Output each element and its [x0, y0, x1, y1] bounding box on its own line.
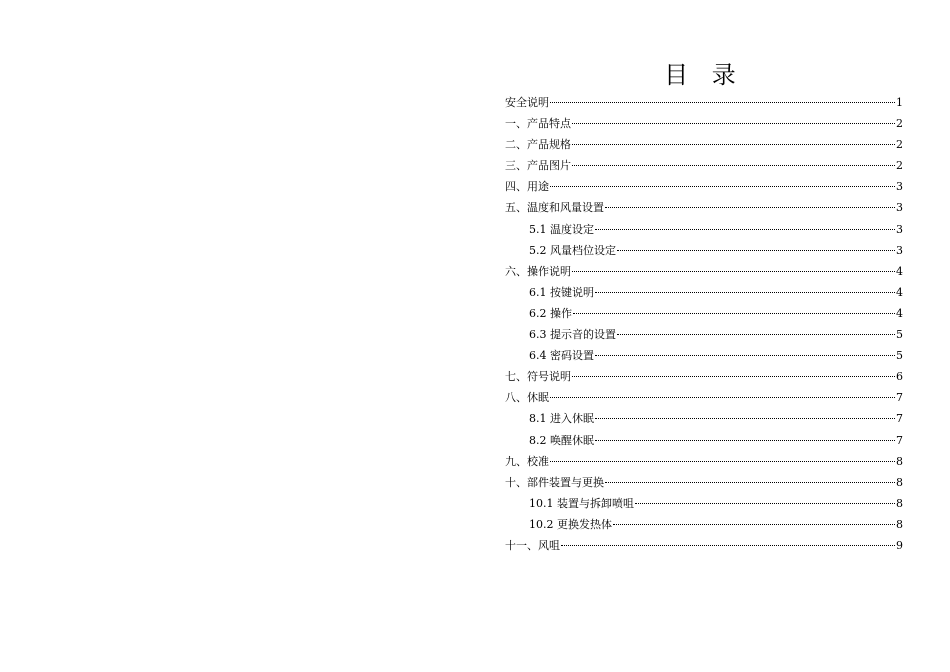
toc-entry-label: 5.2 风量档位设定: [529, 243, 616, 257]
toc-entry-label: 6.1 按键说明: [529, 285, 594, 299]
toc-entry-label: 十一、风咀: [505, 538, 560, 552]
toc-entry-label: 一、产品特点: [505, 117, 571, 131]
toc-dot-leader: [605, 482, 895, 483]
toc-entry[interactable]: [505, 387, 903, 408]
toc-entry-label: 七、符号说明: [505, 370, 571, 384]
toc-entry[interactable]: [505, 324, 903, 345]
toc-entry[interactable]: [505, 493, 903, 514]
toc-dot-leader: [635, 503, 895, 504]
toc-entry[interactable]: [505, 155, 903, 176]
table-of-contents: [505, 58, 903, 556]
toc-entry[interactable]: [505, 176, 903, 197]
toc-entry-label: 九、校准: [505, 454, 549, 468]
toc-dot-leader: [572, 376, 895, 377]
toc-entry[interactable]: [505, 282, 903, 303]
toc-dot-leader: [572, 144, 895, 145]
toc-entry-page-number: 2: [896, 159, 903, 173]
toc-dot-leader: [595, 229, 895, 230]
toc-entry[interactable]: [505, 366, 903, 387]
toc-entry-page-number: 7: [896, 391, 903, 405]
toc-entry[interactable]: [505, 408, 903, 429]
toc-dot-leader: [550, 186, 895, 187]
toc-dot-leader: [550, 461, 895, 462]
toc-entry[interactable]: [505, 134, 903, 155]
toc-entry-label: 8.1 进入休眠: [529, 412, 594, 426]
toc-entry-page-number: 9: [896, 538, 903, 552]
toc-dot-leader: [595, 292, 895, 293]
toc-entry-page-number: 5: [896, 349, 903, 363]
toc-entry-page-number: 4: [896, 285, 903, 299]
toc-dot-leader: [605, 207, 895, 208]
toc-dot-leader: [617, 334, 895, 335]
toc-entry-label: 二、产品规格: [505, 138, 571, 152]
toc-entry[interactable]: [505, 430, 903, 451]
toc-entry-label: 五、温度和风量设置: [505, 201, 604, 215]
toc-entry-label: 十、部件装置与更换: [505, 475, 604, 489]
toc-entry-label: 八、休眠: [505, 391, 549, 405]
toc-entry-label: 8.2 唤醒休眠: [529, 433, 594, 447]
toc-entry-label: 四、用途: [505, 180, 549, 194]
toc-dot-leader: [573, 313, 895, 314]
toc-dot-leader: [550, 102, 895, 103]
toc-entry-page-number: 8: [896, 454, 903, 468]
toc-title: 目 录: [664, 61, 744, 89]
toc-entry-page-number: 1: [896, 96, 903, 109]
toc-entry-page-number: 5: [896, 328, 903, 342]
toc-entry-label: 10.2 更换发热体: [529, 517, 612, 531]
toc-entry[interactable]: [505, 345, 903, 366]
toc-dot-leader: [572, 165, 895, 166]
toc-list: [505, 92, 903, 556]
toc-entry-label: 六、操作说明: [505, 264, 571, 278]
toc-entry-page-number: 8: [896, 496, 903, 510]
toc-dot-leader: [595, 418, 895, 419]
toc-dot-leader: [561, 545, 895, 546]
toc-entry[interactable]: [505, 261, 903, 282]
toc-dot-leader: [550, 397, 895, 398]
toc-entry-page-number: 7: [896, 433, 903, 447]
toc-entry-label: 三、产品图片: [505, 159, 571, 173]
toc-entry-page-number: 8: [896, 475, 903, 489]
toc-entry-page-number: 6: [896, 370, 903, 384]
toc-entry-label: 安全说明: [505, 96, 549, 109]
toc-entry-label: 6.2 操作: [529, 306, 572, 320]
toc-entry[interactable]: [505, 113, 903, 134]
toc-dot-leader: [572, 271, 895, 272]
toc-dot-leader: [613, 524, 895, 525]
toc-entry[interactable]: [505, 219, 903, 240]
toc-dot-leader: [617, 250, 895, 251]
toc-entry[interactable]: [505, 303, 903, 324]
toc-entry-page-number: 3: [896, 180, 903, 194]
toc-entry-page-number: 3: [896, 222, 903, 236]
toc-entry-label: 6.3 提示音的设置: [529, 328, 616, 342]
toc-entry[interactable]: [505, 535, 903, 556]
toc-entry[interactable]: [505, 514, 903, 535]
toc-entry[interactable]: [505, 451, 903, 472]
toc-entry-label: 5.1 温度设定: [529, 222, 594, 236]
toc-entry-label: 6.4 密码设置: [529, 349, 594, 363]
toc-entry-page-number: 3: [896, 201, 903, 215]
toc-entry[interactable]: [505, 240, 903, 261]
toc-dot-leader: [595, 440, 895, 441]
toc-entry[interactable]: [505, 197, 903, 218]
toc-entry-page-number: 2: [896, 117, 903, 131]
toc-dot-leader: [572, 123, 895, 124]
toc-entry-page-number: 2: [896, 138, 903, 152]
toc-entry-page-number: 4: [896, 306, 903, 320]
toc-entry[interactable]: [505, 92, 903, 113]
toc-entry-label: 10.1 装置与拆卸喷咀: [529, 496, 634, 510]
toc-entry-page-number: 4: [896, 264, 903, 278]
toc-entry-page-number: 8: [896, 517, 903, 531]
toc-dot-leader: [595, 355, 895, 356]
toc-entry[interactable]: [505, 472, 903, 493]
toc-entry-page-number: 3: [896, 243, 903, 257]
toc-entry-page-number: 7: [896, 412, 903, 426]
